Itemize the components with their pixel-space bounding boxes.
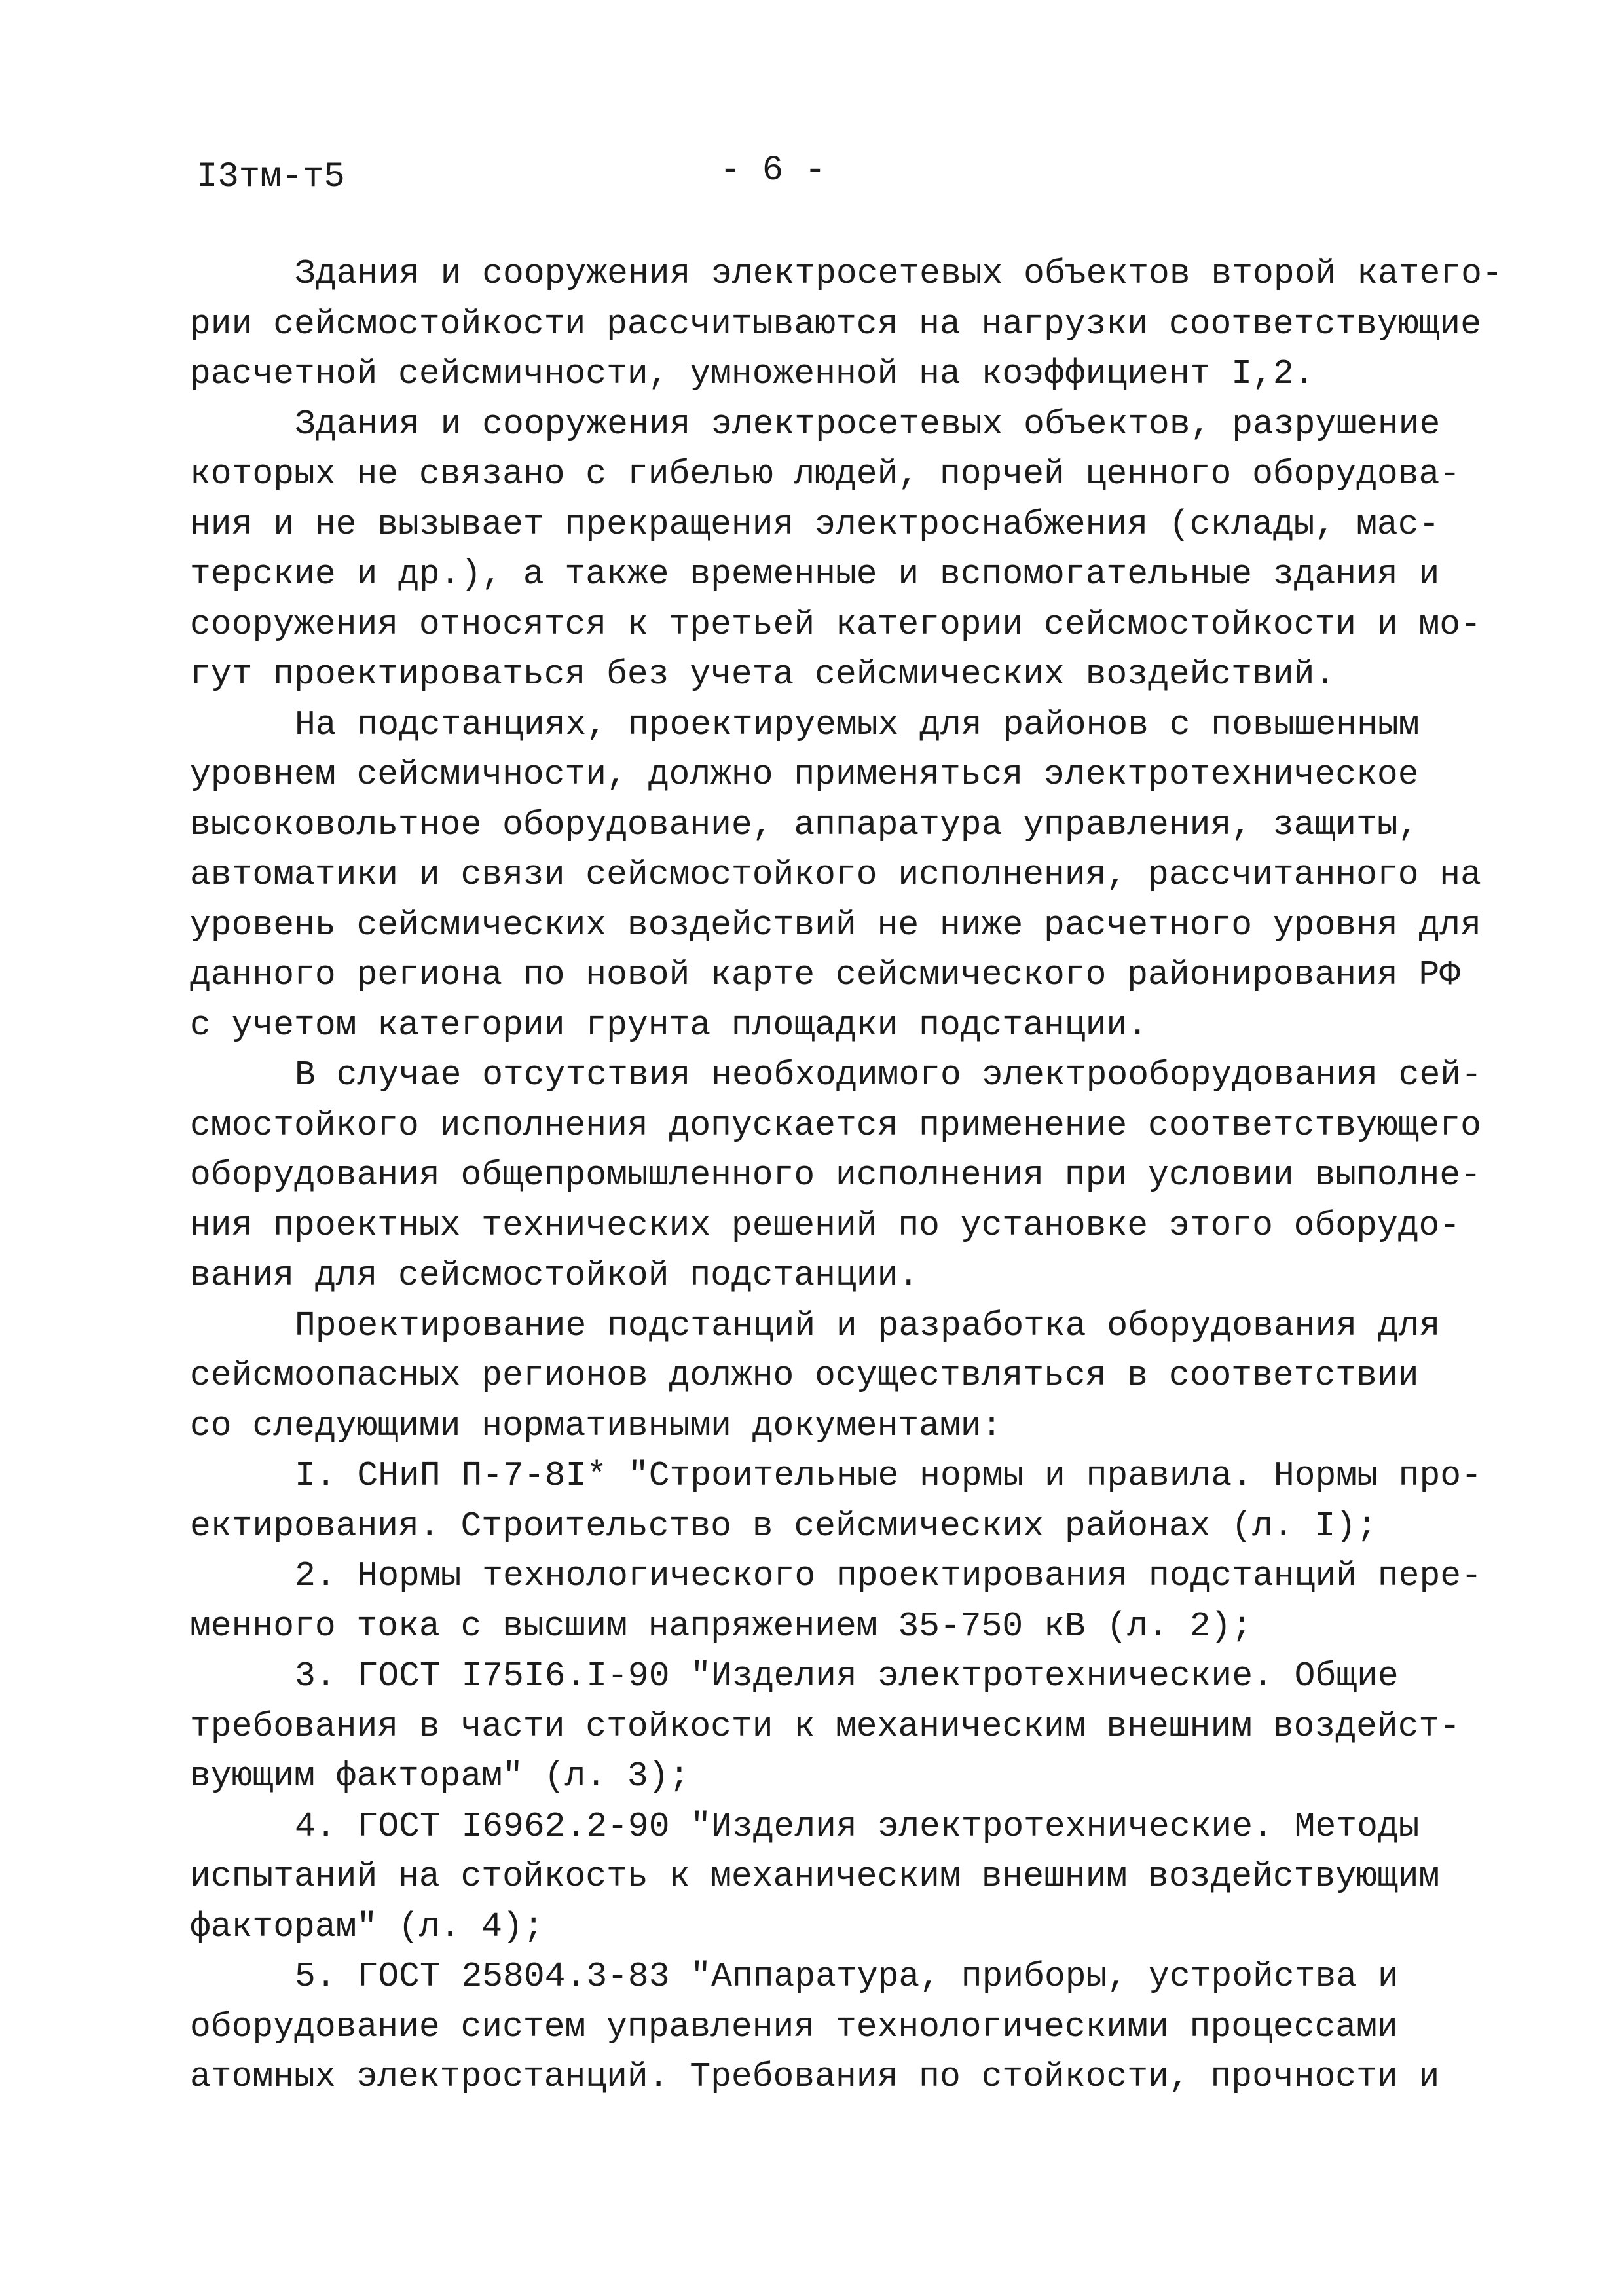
text-line: требования в части стойкости к механическим внешним воздейст- <box>190 1706 1461 1746</box>
text-line: сейсмоопасных регионов должно осуществляться в соответствии <box>190 1356 1419 1395</box>
text-line: высоковольтное оборудование, аппаратура управления, защиты, <box>190 805 1419 845</box>
body-text <box>190 249 1503 2102</box>
text-line: 2. Нормы технологического проектирования подстанций пере- <box>295 1556 1482 1595</box>
text-line: 5. ГОСТ 25804.3-83 "Аппаратура, приборы, устройства и <box>295 1957 1399 1996</box>
text-line: менного тока с высшим напряжением 35-750 кВ (л. 2); <box>190 1606 1253 1646</box>
text-line: ния проектных технических решений по установке этого оборудо- <box>190 1205 1461 1245</box>
text-line: со следующими нормативными документами: <box>190 1406 1003 1446</box>
text-line: I. СНиП П-7-8I* "Строительные нормы и правила. Нормы про- <box>295 1456 1482 1495</box>
text-line: автоматики и связи сейсмостойкого исполнения, рассчитанного на <box>190 855 1481 894</box>
text-line: терские и др.), а также временные и вспомогательные здания и <box>190 555 1440 594</box>
document-code: I3тм-т5 <box>196 157 345 197</box>
text-line: расчетной сейсмичности, умноженной на коэффициент I,2. <box>190 354 1315 393</box>
text-line: с учетом категории грунта площадки подстанции. <box>190 1005 1149 1045</box>
text-line: оборудование систем управления технологическими процессами <box>190 2007 1398 2047</box>
text-line: ния и не вызывает прекращения электроснабжения (склады, мас- <box>190 504 1440 544</box>
text-line: уровнем сейсмичности, должно применяться электротехническое <box>190 755 1419 794</box>
text-line: оборудования общепромышленного исполнения при условии выполне- <box>190 1156 1481 1195</box>
text-line: рии сейсмостойкости рассчитываются на нагрузки соответствующие <box>190 304 1481 344</box>
text-line: атомных электростанций. Требования по стойкости, прочности и <box>190 2057 1440 2096</box>
text-line: Здания и сооружения электросетевых объектов второй катего- <box>295 254 1503 293</box>
text-line: гут проектироваться без учета сейсмических воздействий. <box>190 655 1336 694</box>
text-line: Здания и сооружения электросетевых объектов, разрушение <box>295 404 1441 444</box>
text-line: 4. ГОСТ I6962.2-90 "Изделия электротехнические. Методы <box>295 1806 1420 1846</box>
text-line: Проектирование подстанций и разработка оборудования для <box>295 1305 1441 1345</box>
text-line: смостойкого исполнения допускается применение соответствующего <box>190 1105 1481 1145</box>
text-line: На подстанциях, проектируемых для районов с повышенным <box>295 704 1420 744</box>
text-line: вания для сейсмостойкой подстанции. <box>190 1256 919 1295</box>
text-line: вующим факторам" (л. 3); <box>190 1757 690 1796</box>
text-line: которых не связано с гибелью людей, порчей ценного оборудова- <box>190 454 1461 494</box>
text-line: данного региона по новой карте сейсмического районирования РФ <box>190 955 1461 994</box>
text-line: 3. ГОСТ I75I6.I-90 "Изделия электротехнические. Общие <box>295 1656 1399 1696</box>
text-line: сооружения относятся к третьей категории сейсмостойкости и мо- <box>190 604 1481 644</box>
text-line: ектирования. Строительство в сейсмических районах (л. I); <box>190 1506 1377 1546</box>
text-line: испытаний на стойкость к механическим внешним воздействующим <box>190 1857 1440 1896</box>
text-line: В случае отсутствия необходимого электрооборудования сей- <box>295 1055 1482 1095</box>
page-number: - 6 - <box>719 151 826 191</box>
text-line: уровень сейсмических воздействий не ниже расчетного уровня для <box>190 905 1481 945</box>
text-line: факторам" (л. 4); <box>190 1906 544 1946</box>
